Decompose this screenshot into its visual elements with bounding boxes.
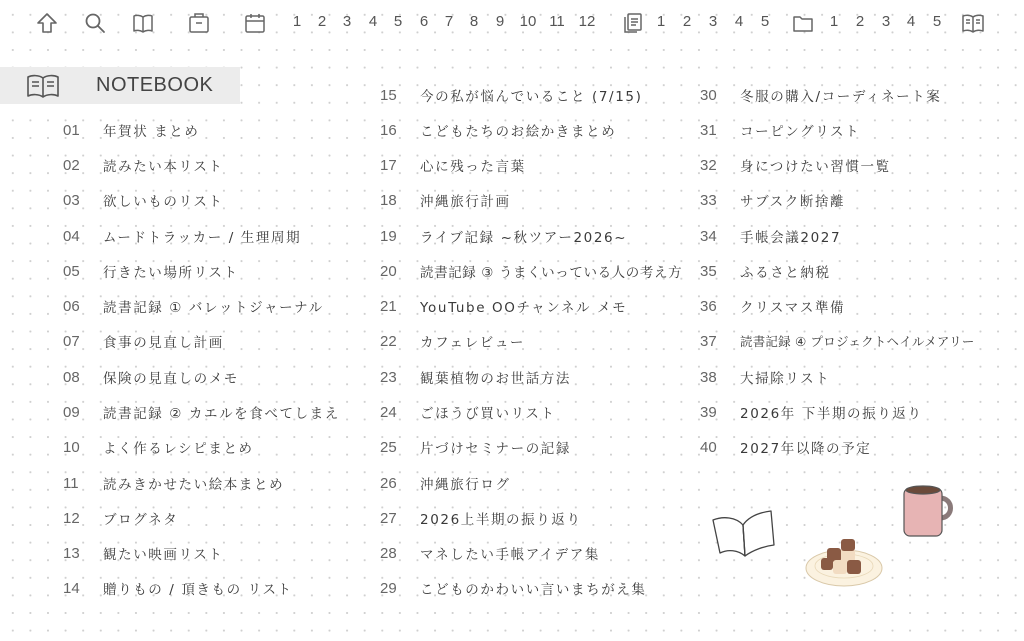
list-item[interactable] [63,256,239,286]
calendar-tab-4[interactable]: 4 [368,13,378,30]
list-item[interactable] [63,397,340,427]
item-number: 27 [380,509,397,527]
calendar-tab-5[interactable]: 5 [393,13,403,30]
item-number: 35 [700,262,717,280]
calendar-tab-11[interactable]: 11 [549,13,565,30]
item-number: 02 [63,156,80,174]
item-title: 2026年 下半期の振り返り [740,406,923,422]
item-number: 05 [63,262,80,280]
mug-illustration [900,480,958,540]
folder-tab-2[interactable]: 2 [855,13,865,30]
list-item[interactable] [63,150,224,180]
item-number: 16 [380,121,397,139]
item-number: 37 [700,332,717,350]
list-item[interactable] [63,573,293,603]
item-title: こどもたちのお絵かきまとめ [420,124,617,140]
list-item[interactable] [63,185,224,215]
list-item[interactable] [63,362,239,392]
list-item[interactable] [380,291,627,321]
list-item[interactable] [380,468,511,498]
list-item[interactable] [380,362,571,392]
item-number: 33 [700,191,717,209]
list-item[interactable] [380,185,511,215]
list-item[interactable] [380,221,627,251]
search-icon[interactable] [82,10,108,36]
item-title: 2026上半期の振り返り [420,512,582,528]
item-number: 14 [63,579,80,597]
book-icon[interactable] [130,10,156,36]
open-book-icon [26,72,62,100]
list-item[interactable] [700,362,830,392]
item-title: 大掃除リスト [740,371,831,387]
item-number: 07 [63,332,80,350]
item-number: 12 [63,509,80,527]
memo-tab-2[interactable]: 2 [682,13,692,30]
top-toolbar [0,0,1024,48]
calendar-icon[interactable] [242,10,268,36]
item-title: 贈りもの / 頂きもの リスト [103,582,293,598]
calendar-tab-3[interactable]: 3 [342,13,352,30]
item-title: 観たい映画リスト [103,547,224,563]
calendar-tab-12[interactable]: 12 [578,13,596,30]
item-title: 食事の見直し計画 [103,335,224,351]
calendar-tab-7[interactable]: 7 [444,13,454,30]
list-item[interactable] [63,538,224,568]
item-number: 21 [380,297,397,315]
item-number: 22 [380,332,397,350]
item-number: 09 [63,403,80,421]
item-title: 観葉植物のお世話方法 [420,371,571,387]
bag-icon[interactable] [186,10,212,36]
item-title: 欲しいものリスト [103,194,224,210]
list-item[interactable] [700,221,841,251]
item-title: クリスマス準備 [740,300,846,316]
cookie-plate-illustration [803,536,885,588]
calendar-tab-8[interactable]: 8 [469,13,479,30]
item-title: 読書記録 ③ うまくいっている人の考え方 [420,265,683,281]
list-item[interactable] [700,150,891,180]
list-item[interactable] [380,256,682,286]
list-item[interactable] [63,326,224,356]
item-number: 28 [380,544,397,562]
item-number: 25 [380,438,397,456]
list-item[interactable] [63,115,200,145]
calendar-tab-1[interactable]: 1 [292,13,302,30]
item-title: 沖縄旅行計画 [420,194,511,210]
item-title: 保険の見直しのメモ [103,371,239,387]
item-title: コーピングリスト [740,124,861,140]
item-title: 沖縄旅行ログ [420,477,511,493]
list-item[interactable] [380,503,582,533]
item-title: 読みたい本リスト [103,159,224,175]
item-number: 23 [380,368,397,386]
item-title: ブログネタ [103,512,179,528]
notebook-icon[interactable] [960,10,986,36]
item-title: ライブ記録 ~秋ツアー2026~ [420,230,628,246]
calendar-tab-9[interactable]: 9 [495,13,505,30]
list-item[interactable] [700,432,871,462]
item-number: 34 [700,227,717,245]
list-item[interactable] [700,256,831,286]
folder-tab-1[interactable]: 1 [829,13,839,30]
list-item[interactable] [380,573,647,603]
page-title: NOTEBOOK [96,74,214,96]
item-title: 年賀状 まとめ [103,124,200,140]
list-item[interactable] [380,80,642,110]
list-item[interactable] [380,326,525,356]
item-number: 10 [63,438,80,456]
item-number: 36 [700,297,717,315]
list-item[interactable] [700,291,845,321]
item-title: こどものかわいい言いまちがえ集 [420,582,647,598]
item-title: 2027年以降の予定 [740,441,872,457]
item-title: よく作るレシピまとめ [103,441,254,457]
list-item[interactable] [63,468,284,498]
item-number: 20 [380,262,397,280]
item-number: 15 [380,86,397,104]
list-item[interactable] [380,115,616,145]
item-number: 38 [700,368,717,386]
list-item[interactable] [380,538,600,568]
item-number: 01 [63,121,80,139]
list-item[interactable] [63,291,324,321]
memo-tab-1[interactable]: 1 [656,13,666,30]
list-item[interactable] [700,80,941,110]
item-title: 読書記録 ① バレットジャーナル [103,300,324,316]
item-number: 11 [63,474,79,492]
item-number: 04 [63,227,80,245]
item-title: 心に残った言葉 [420,159,526,175]
list-item[interactable] [380,150,526,180]
item-title: 片づけセミナーの記録 [420,441,571,457]
item-number: 31 [700,121,717,139]
home-icon[interactable] [34,10,60,36]
item-title: マネしたい手帳アイデア集 [420,547,600,563]
item-number: 24 [380,403,397,421]
list-item[interactable] [63,432,254,462]
item-title: 読書記録 ② カエルを食べてしまえ [103,406,340,422]
item-title: 冬服の購入/コーディネート案 [740,89,942,105]
item-number: 08 [63,368,80,386]
list-item[interactable] [63,503,178,533]
list-item[interactable] [700,397,923,427]
memo-tab-4[interactable]: 4 [734,13,744,30]
item-number: 17 [380,156,397,174]
open-book-illustration [708,505,778,560]
memo-tab-5[interactable]: 5 [760,13,770,30]
folder-tab-5[interactable]: 5 [932,13,942,30]
calendar-tab-10[interactable]: 10 [519,13,537,30]
item-title: ムードトラッカー / 生理周期 [103,230,302,246]
item-title: カフェレビュー [420,335,526,351]
notebook-header [0,67,240,104]
folder-tab-4[interactable]: 4 [906,13,916,30]
item-number: 13 [63,544,80,562]
item-title: ふるさと納税 [740,265,831,281]
item-title: 読みきかせたい絵本まとめ [103,477,285,493]
memo-tab-3[interactable]: 3 [708,13,718,30]
item-title: YouTube OOチャンネル メモ [420,300,628,316]
list-item[interactable] [700,326,975,356]
item-title: ごほうび買いリスト [420,406,556,422]
folder-tab-3[interactable]: 3 [881,13,891,30]
list-item[interactable] [700,115,860,145]
folder-icon[interactable] [790,10,816,36]
item-number: 03 [63,191,80,209]
item-title: 手帳会議2027 [740,230,842,246]
item-number: 40 [700,438,717,456]
item-title: 身につけたい習慣一覧 [740,159,891,175]
item-number: 32 [700,156,717,174]
item-title: 行きたい場所リスト [103,265,239,281]
calendar-tab-2[interactable]: 2 [317,13,327,30]
item-number: 18 [380,191,397,209]
item-number: 19 [380,227,397,245]
item-title: 読書記録 ④ プロジェクトヘイルメアリー [740,334,975,349]
list-item[interactable] [700,185,845,215]
calendar-tab-6[interactable]: 6 [419,13,429,30]
item-number: 06 [63,297,80,315]
item-number: 26 [380,474,397,492]
item-title: サブスク断捨離 [740,194,846,210]
item-number: 29 [380,579,397,597]
item-number: 30 [700,86,717,104]
list-item[interactable] [380,397,556,427]
list-item[interactable] [380,432,571,462]
memo-icon[interactable] [620,10,646,36]
item-number: 39 [700,403,717,421]
list-item[interactable] [63,221,301,251]
item-title: 今の私が悩んでいること (7/15) [420,89,643,105]
